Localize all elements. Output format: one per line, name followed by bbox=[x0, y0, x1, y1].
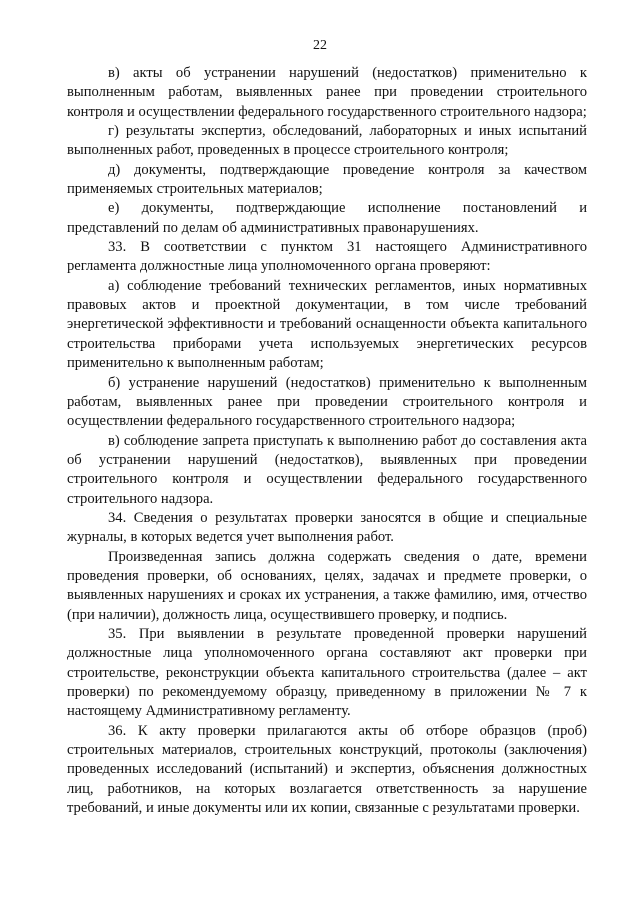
paragraph-item-e-resolution-documents: е) документы, подтверждающие исполнение постановлений и представлений по делам об административных правонарушениях. bbox=[67, 200, 587, 236]
page-number: 22 bbox=[313, 38, 327, 53]
paragraph-item-d-quality-control-documents: д) документы, подтверждающие проведение контроля за качеством применяемых строительных материалов; bbox=[67, 161, 587, 198]
paragraph-section-34: 34. Сведения о результатах проверки заносятся в общие и специальные журналы, в которых ведется учет выполнения работ. bbox=[67, 509, 587, 546]
paragraph-section-35: 35. При выявлении в результате проведенной проверки нарушений должностные лица уполномоченного органа составляют акт проверки при строительстве, реконструкции объекта капитального строительства (далее – акт проверки) по рекомендуемому образцу, приведенному в приложении № 7 к настоящему Административному регламенту. bbox=[67, 625, 587, 720]
paragraph-item-v-acts: в) акты об устранении нарушений (недостатков) применительно к выполненным работам, выявленных ранее при проведении строительного контроля и осуществлении федерального государственного строительного надзора; bbox=[67, 65, 587, 120]
document-body bbox=[67, 64, 587, 818]
paragraph-item-a-compliance: а) соблюдение требований технических регламентов, иных нормативных правовых актов и проектной документации, в том числе требований энергетической эффективности и требований оснащенности объекта капитального строительства приборами учета используемых энергетических ресурсов применительно к выполненным работам; bbox=[67, 277, 587, 372]
paragraph-record-content: Произведенная запись должна содержать сведения о дате, времени проведения проверки, об основаниях, целях, задачах и предмете проверки, о выявленных нарушениях и сроках их устранения, а также фамилию, имя, отчество (при наличии), должность лица, осуществившего проверку, и подпись. bbox=[67, 548, 587, 623]
paragraph-item-b-violations-elimination: б) устранение нарушений (недостатков) применительно к выполненным работам, выявленных ранее при проведении строительного контроля и осуществлении федерального государственного строительного надзора; bbox=[67, 374, 587, 430]
paragraph-section-33: 33. В соответствии с пунктом 31 настоящего Административного регламента должностные лица уполномоченного органа проверяют: bbox=[67, 239, 587, 275]
paragraph-item-g-expertise-results: г) результаты экспертиз, обследований, лабораторных и иных испытаний выполненных работ, проведенных в процессе строительного контроля; bbox=[67, 123, 587, 159]
paragraph-section-36: 36. К акту проверки прилагаются акты об отборе образцов (проб) строительных материалов, строительных конструкций, протоколы (заключения) проведенных исследований (испытаний) и экспертиз, объяснения должностных лиц, работников, на которых возлагается ответственность за нарушение требований, и иные документы или их копии, связанные с результатами проверки. bbox=[67, 722, 587, 817]
paragraph-item-v-work-ban: в) соблюдение запрета приступать к выполнению работ до составления акта об устранении нарушений (недостатков), выявленных при проведении строительного контроля и осуществлении федерального государственного строительного надзора. bbox=[67, 432, 587, 507]
